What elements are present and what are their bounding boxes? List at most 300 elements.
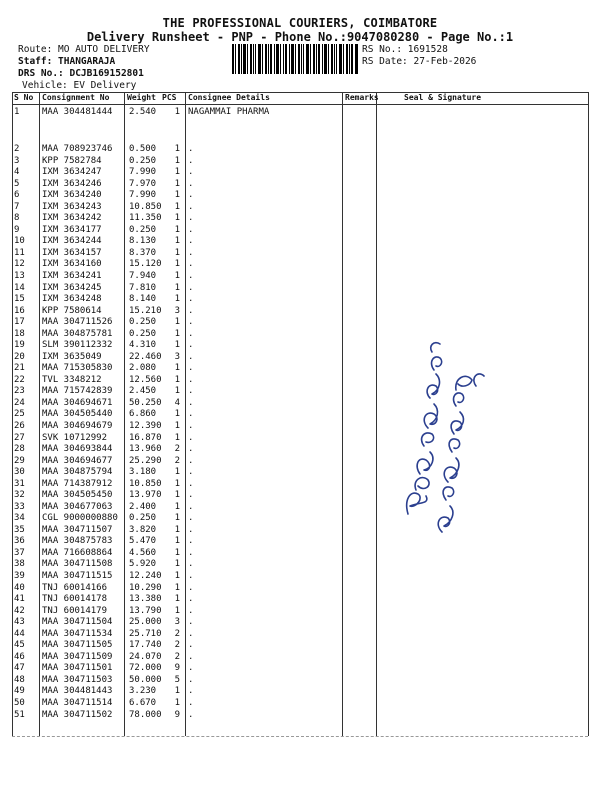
row-consignment: IXM 3634242 (42, 213, 102, 224)
row-weight: 3.230 (129, 686, 157, 697)
row-consignment: MAA 714387912 (42, 478, 113, 489)
row-weight: 12.240 (129, 571, 162, 581)
row-weight: 13.790 (129, 605, 162, 616)
row-weight: 17.740 (129, 640, 162, 651)
row-consignment: MAA 304694679 (42, 421, 113, 431)
row-weight: 8.130 (129, 236, 157, 247)
rs-number: RS No.: 1691528 (362, 44, 448, 55)
row-details: . (188, 259, 194, 270)
row-consignment: MAA 304505450 (42, 490, 113, 501)
row-consignment: MAA 304711509 (42, 651, 113, 662)
row-pcs: 1 (174, 167, 180, 178)
row-details: . (188, 547, 194, 558)
row-details: . (188, 490, 194, 501)
row-weight: 13.970 (129, 490, 162, 501)
row-sno: 12 (14, 259, 25, 270)
row-consignment: TNJ 60014178 (42, 594, 108, 605)
table-row (0, 606, 600, 617)
row-sno: 32 (14, 490, 25, 501)
row-details: . (188, 467, 194, 478)
row-pcs: 1 (174, 559, 180, 570)
row-consignment: MAA 304875794 (42, 467, 113, 478)
row-details: . (188, 282, 194, 293)
table-row (0, 571, 600, 582)
table-row (0, 107, 600, 118)
row-pcs: 1 (174, 213, 180, 224)
row-weight: 2.450 (129, 386, 157, 397)
table-row (0, 513, 600, 524)
row-consignment: MAA 304711534 (42, 628, 113, 639)
row-details: . (188, 201, 194, 212)
row-consignment: MAA 715305830 (42, 363, 113, 374)
row-weight: 8.140 (129, 294, 157, 304)
row-weight: 8.370 (129, 247, 157, 258)
row-pcs: 1 (174, 686, 180, 697)
row-sno: 50 (14, 697, 25, 708)
row-consignment: MAA 716608864 (42, 547, 113, 558)
row-details: . (188, 605, 194, 616)
row-details: . (188, 351, 194, 362)
row-details: . (188, 559, 194, 570)
staff-label: Staff: THANGARAJA (18, 56, 116, 67)
row-details: . (188, 421, 194, 431)
table-row (0, 536, 600, 547)
row-details: . (188, 328, 194, 339)
row-consignment: IXM 3634248 (42, 294, 102, 304)
row-pcs: 1 (174, 270, 180, 281)
row-sno: 9 (14, 224, 20, 235)
row-details: . (188, 386, 194, 397)
row-consignment: MAA 708923746 (42, 144, 113, 154)
table-row (0, 675, 600, 686)
row-weight: 0.250 (129, 317, 157, 328)
row-sno: 47 (14, 663, 25, 674)
row-sno: 6 (14, 190, 20, 201)
row-pcs: 1 (174, 247, 180, 258)
row-details: . (188, 270, 194, 281)
row-details: . (188, 501, 194, 512)
row-pcs: 1 (174, 178, 180, 189)
table-row (0, 317, 600, 328)
table-row (0, 340, 600, 351)
row-consignment: MAA 715742839 (42, 386, 113, 397)
row-pcs: 1 (174, 259, 180, 270)
row-sno: 28 (14, 444, 25, 454)
table-row (0, 259, 600, 270)
row-weight: 11.350 (129, 213, 162, 224)
row-weight: 2.400 (129, 501, 157, 512)
col-header-sno: S No (14, 93, 34, 102)
row-sno: 22 (14, 374, 25, 385)
row-weight: 6.860 (129, 409, 157, 420)
row-consignment: IXM 3634243 (42, 201, 102, 212)
row-consignment: MAA 304711526 (42, 317, 113, 328)
row-consignment: MAA 304481443 (42, 686, 113, 697)
row-sno: 40 (14, 582, 25, 593)
row-sno: 5 (14, 178, 20, 189)
row-consignment: IXM 3634245 (42, 282, 102, 293)
row-details: . (188, 524, 194, 535)
row-details: . (188, 455, 194, 466)
row-sno: 21 (14, 363, 25, 374)
row-pcs: 1 (174, 236, 180, 247)
row-consignment: MAA 304711505 (42, 640, 113, 651)
table-row (0, 467, 600, 478)
row-pcs: 1 (174, 547, 180, 558)
row-pcs: 2 (174, 651, 180, 662)
row-sno: 44 (14, 628, 25, 639)
row-details: . (188, 663, 194, 674)
route-label: Route: MO AUTO DELIVERY (18, 44, 150, 55)
row-weight: 15.210 (129, 305, 162, 316)
row-weight: 13.380 (129, 594, 162, 605)
row-sno: 30 (14, 467, 25, 478)
row-weight: 4.310 (129, 340, 157, 351)
row-pcs: 1 (174, 421, 180, 431)
table-row (0, 663, 600, 674)
row-weight: 5.470 (129, 536, 157, 547)
row-details: . (188, 155, 194, 166)
row-sno: 27 (14, 432, 25, 443)
row-details: . (188, 640, 194, 651)
row-weight: 0.250 (129, 328, 157, 339)
company-name: THE PROFESSIONAL COURIERS, COIMBATORE (162, 16, 438, 30)
table-row (0, 583, 600, 594)
table-row (0, 306, 600, 317)
row-sno: 24 (14, 397, 25, 408)
row-weight: 7.990 (129, 167, 157, 178)
row-pcs: 1 (174, 605, 180, 616)
table-row (0, 559, 600, 570)
row-consignment: MAA 304711501 (42, 663, 113, 674)
row-consignment: MAA 304711515 (42, 571, 113, 581)
row-pcs: 1 (174, 317, 180, 328)
row-consignment: MAA 304505440 (42, 409, 113, 420)
row-consignment: SLM 390112332 (42, 340, 113, 351)
row-weight: 25.710 (129, 628, 162, 639)
row-pcs: 1 (174, 363, 180, 374)
row-weight: 0.250 (129, 155, 157, 166)
row-details: . (188, 651, 194, 662)
row-pcs: 9 (174, 709, 180, 720)
row-details: . (188, 432, 194, 443)
row-pcs: 9 (174, 663, 180, 674)
row-sno: 38 (14, 559, 25, 570)
row-pcs: 1 (174, 409, 180, 420)
row-sno: 8 (14, 213, 20, 224)
table-row (0, 329, 600, 340)
col-header-consignment: Consignment No (42, 93, 110, 102)
row-pcs: 1 (174, 155, 180, 166)
table-row (0, 640, 600, 651)
table-row (0, 490, 600, 501)
row-pcs: 1 (174, 501, 180, 512)
row-pcs: 3 (174, 617, 180, 628)
row-consignment: MAA 304711502 (42, 709, 113, 720)
row-details: . (188, 571, 194, 581)
table-row (0, 421, 600, 432)
row-weight: 72.000 (129, 663, 162, 674)
table-row (0, 294, 600, 305)
row-sno: 11 (14, 247, 25, 258)
row-consignment: MAA 304711514 (42, 697, 113, 708)
row-pcs: 1 (174, 328, 180, 339)
row-weight: 50.000 (129, 674, 162, 685)
row-details: . (188, 236, 194, 247)
row-consignment: IXM 3634160 (42, 259, 102, 270)
row-weight: 50.250 (129, 397, 162, 408)
row-weight: 12.390 (129, 421, 162, 431)
row-weight: 25.290 (129, 455, 162, 466)
row-details: . (188, 536, 194, 547)
row-details: . (188, 674, 194, 685)
row-consignment: MAA 304693844 (42, 444, 113, 454)
row-details: . (188, 317, 194, 328)
table-row (0, 594, 600, 605)
row-pcs: 5 (174, 674, 180, 685)
row-weight: 6.670 (129, 697, 157, 708)
row-pcs: 1 (174, 582, 180, 593)
table-row (0, 248, 600, 259)
table-row (0, 236, 600, 247)
row-weight: 0.250 (129, 513, 157, 524)
row-details: . (188, 213, 194, 224)
table-row (0, 617, 600, 628)
row-details: . (188, 478, 194, 489)
row-consignment: IXM 3634246 (42, 178, 102, 189)
row-sno: 46 (14, 651, 25, 662)
row-pcs: 3 (174, 305, 180, 316)
row-consignment: MAA 304711503 (42, 674, 113, 685)
row-details: NAGAMMAI PHARMA (188, 107, 270, 117)
rs-info (362, 44, 476, 68)
table-row (0, 271, 600, 282)
table-bottom-border (12, 736, 588, 737)
row-sno: 15 (14, 294, 25, 304)
table-row (0, 375, 600, 386)
row-weight: 12.560 (129, 374, 162, 385)
row-weight: 22.460 (129, 351, 162, 362)
row-sno: 10 (14, 236, 25, 247)
row-details: . (188, 513, 194, 524)
col-header-remarks: Remarks (345, 93, 379, 102)
row-details: . (188, 628, 194, 639)
row-pcs: 4 (174, 397, 180, 408)
rs-date: RS Date: 27-Feb-2026 (362, 56, 477, 67)
table-row (0, 548, 600, 559)
row-details: . (188, 305, 194, 316)
row-sno: 13 (14, 270, 25, 281)
row-details: . (188, 247, 194, 258)
row-sno: 23 (14, 386, 25, 397)
table-header-border (12, 104, 588, 105)
row-pcs: 1 (174, 490, 180, 501)
table-row (0, 710, 600, 721)
row-weight: 24.070 (129, 651, 162, 662)
row-sno: 4 (14, 167, 20, 178)
row-sno: 45 (14, 640, 25, 651)
row-details: . (188, 224, 194, 235)
row-pcs: 1 (174, 224, 180, 235)
row-consignment: MAA 304694677 (42, 455, 113, 466)
row-sno: 41 (14, 594, 25, 605)
table-row (0, 629, 600, 640)
col-header-pcs: PCS (162, 93, 177, 102)
row-sno: 1 (14, 107, 20, 117)
row-sno: 20 (14, 351, 25, 362)
table-row (0, 283, 600, 294)
row-weight: 3.180 (129, 467, 157, 478)
row-details: . (188, 697, 194, 708)
table-row (0, 502, 600, 513)
row-weight: 5.920 (129, 559, 157, 570)
row-consignment: MAA 304875781 (42, 328, 113, 339)
row-consignment: CGL 9000000880 (42, 513, 118, 524)
row-weight: 10.290 (129, 582, 162, 593)
row-sno: 7 (14, 201, 20, 212)
table-row (0, 213, 600, 224)
row-sno: 19 (14, 340, 25, 351)
row-weight: 7.990 (129, 190, 157, 201)
table-row (0, 444, 600, 455)
row-weight: 25.000 (129, 617, 162, 628)
row-consignment: MAA 304677063 (42, 501, 113, 512)
row-weight: 0.250 (129, 224, 157, 235)
row-sno: 49 (14, 686, 25, 697)
row-details: . (188, 617, 194, 628)
row-details: . (188, 144, 194, 154)
table-row (0, 167, 600, 178)
row-details: . (188, 340, 194, 351)
table-row (0, 363, 600, 374)
row-sno: 18 (14, 328, 25, 339)
row-details: . (188, 167, 194, 178)
row-consignment: TNJ 60014166 (42, 582, 108, 593)
row-weight: 3.820 (129, 524, 157, 535)
table-row (0, 525, 600, 536)
row-pcs: 1 (174, 340, 180, 351)
row-sno: 26 (14, 421, 25, 431)
row-consignment: IXM 3634247 (42, 167, 102, 178)
row-consignment: IXM 3634244 (42, 236, 102, 247)
row-sno: 36 (14, 536, 25, 547)
row-pcs: 1 (174, 697, 180, 708)
row-pcs: 1 (174, 294, 180, 304)
table-row (0, 398, 600, 409)
row-consignment: KPP 7580614 (42, 305, 102, 316)
row-consignment: MAA 304711504 (42, 617, 113, 628)
row-details: . (188, 374, 194, 385)
row-consignment: IXM 3634240 (42, 190, 102, 201)
row-pcs: 1 (174, 144, 180, 154)
row-sno: 17 (14, 317, 25, 328)
row-sno: 33 (14, 501, 25, 512)
row-weight: 10.850 (129, 478, 162, 489)
row-consignment: IXM 3634241 (42, 270, 102, 281)
row-sno: 43 (14, 617, 25, 628)
row-details: . (188, 178, 194, 189)
table-row (0, 225, 600, 236)
row-sno: 2 (14, 144, 20, 154)
col-header-seal: Seal & Signature (404, 93, 482, 102)
row-pcs: 2 (174, 444, 180, 454)
row-pcs: 1 (174, 386, 180, 397)
row-consignment: TVL 3348212 (42, 374, 102, 385)
row-sno: 3 (14, 155, 20, 166)
row-consignment: IXM 3634157 (42, 247, 102, 258)
row-weight: 7.970 (129, 178, 157, 189)
row-pcs: 1 (174, 478, 180, 489)
row-sno: 16 (14, 305, 25, 316)
table-row (0, 409, 600, 420)
row-pcs: 1 (174, 536, 180, 547)
table-row (0, 202, 600, 213)
row-pcs: 2 (174, 455, 180, 466)
row-pcs: 2 (174, 640, 180, 651)
row-weight: 4.560 (129, 547, 157, 558)
row-sno: 34 (14, 513, 25, 524)
row-consignment: MAA 304711507 (42, 524, 113, 535)
row-details: . (188, 409, 194, 420)
table-row (0, 686, 600, 697)
row-weight: 10.850 (129, 201, 162, 212)
table-row (0, 456, 600, 467)
row-pcs: 1 (174, 513, 180, 524)
table-row (0, 433, 600, 444)
col-header-weight: Weight (127, 93, 156, 102)
barcode-icon (232, 44, 358, 74)
row-weight: 78.000 (129, 709, 162, 720)
row-details: . (188, 363, 194, 374)
row-details: . (188, 397, 194, 408)
row-weight: 2.540 (129, 107, 157, 117)
row-pcs: 1 (174, 107, 180, 117)
row-pcs: 1 (174, 201, 180, 212)
table-row (0, 156, 600, 167)
row-sno: 14 (14, 282, 25, 293)
vehicle-label: Vehicle: EV Delivery (22, 80, 137, 91)
row-pcs: 1 (174, 594, 180, 605)
row-sno: 37 (14, 547, 25, 558)
row-consignment: MAA 304711508 (42, 559, 113, 570)
row-pcs: 3 (174, 351, 180, 362)
row-pcs: 1 (174, 190, 180, 201)
row-consignment: MAA 304694671 (42, 397, 113, 408)
row-weight: 16.870 (129, 432, 162, 443)
table-row (0, 190, 600, 201)
row-weight: 2.080 (129, 363, 157, 374)
row-consignment: IXM 3634177 (42, 224, 102, 235)
row-details: . (188, 294, 194, 304)
row-sno: 39 (14, 571, 25, 581)
row-pcs: 1 (174, 467, 180, 478)
row-sno: 29 (14, 455, 25, 466)
row-weight: 0.500 (129, 144, 157, 154)
col-header-details: Consignee Details (188, 93, 270, 102)
drs-number: DRS No.: DCJB169152801 (18, 68, 144, 79)
row-consignment: KPP 7582784 (42, 155, 102, 166)
table-row (0, 652, 600, 663)
row-weight: 7.810 (129, 282, 157, 293)
table-row (0, 479, 600, 490)
row-consignment: MAA 304875783 (42, 536, 113, 547)
row-sno: 25 (14, 409, 25, 420)
row-consignment: IXM 3635049 (42, 351, 102, 362)
row-details: . (188, 594, 194, 605)
table-row (0, 352, 600, 363)
row-sno: 48 (14, 674, 25, 685)
runsheet-title: Delivery Runsheet - PNP - Phone No.:9047080280 - Page No.:1 (86, 30, 514, 44)
